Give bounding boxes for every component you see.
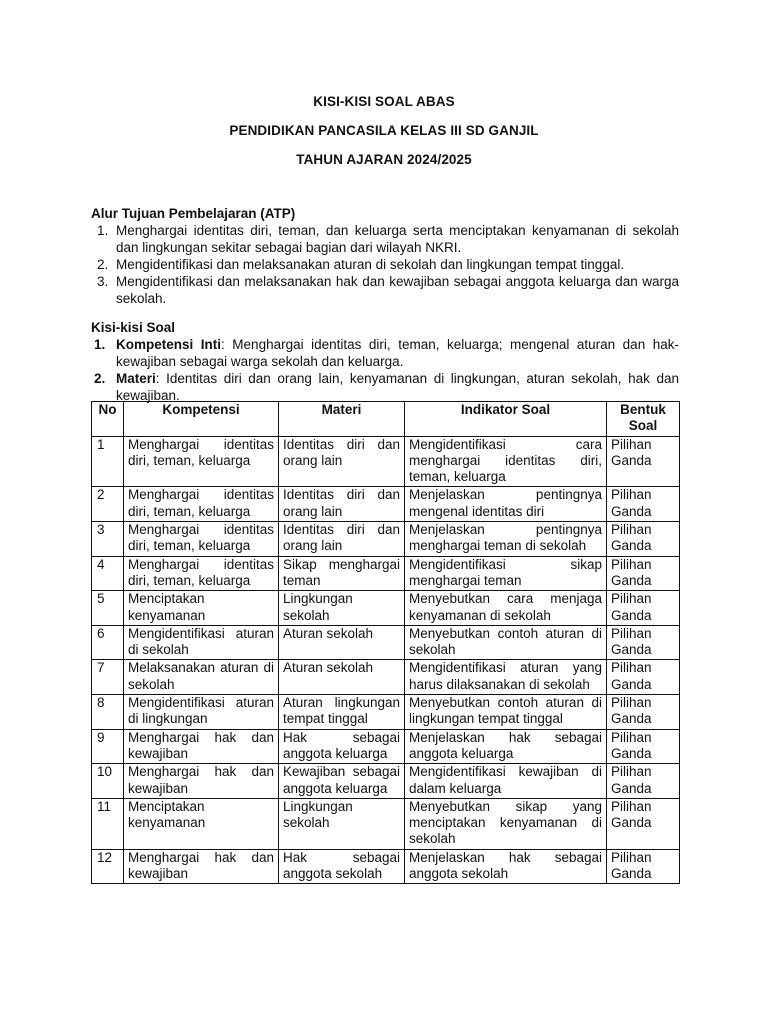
cell-indikator: Menjelaskan hak sebagai anggota keluarga: [405, 729, 607, 764]
cell-materi: Lingkungan sekolah: [279, 798, 405, 849]
cell-kompetensi: Mengidentifikasi aturan di lingkungan: [124, 695, 279, 730]
cell-no: 12: [92, 849, 124, 884]
table-header-row: [92, 402, 680, 437]
table-row: [92, 436, 680, 487]
cell-indikator: Mengidentifikasi cara menghargai identitas diri, teman, keluarga: [405, 436, 607, 487]
cell-materi: Aturan lingkungan tempat tinggal: [279, 695, 405, 730]
cell-kompetensi: Menciptakan kenyamanan: [124, 591, 279, 626]
cell-kompetensi: Menghargai identitas diri, teman, keluarga: [124, 556, 279, 591]
cell-indikator: Menyebutkan contoh aturan di lingkungan tempat tinggal: [405, 695, 607, 730]
cell-kompetensi: Menghargai hak dan kewajiban: [124, 764, 279, 799]
cell-no: 6: [92, 625, 124, 660]
cell-materi: Identitas diri dan orang lain: [279, 522, 405, 557]
header-indikator: Indikator Soal: [405, 402, 607, 437]
kisi-item-text: : Menghargai identitas diri, teman, keluarga; mengenal aturan dan hak-kewajiban sebagai warga sekolah dan keluarga.: [116, 337, 679, 369]
cell-materi: Kewajiban sebagai anggota keluarga: [279, 764, 405, 799]
cell-materi: Hak sebagai anggota sekolah: [279, 849, 405, 884]
cell-materi: Sikap menghargai teman: [279, 556, 405, 591]
cell-no: 10: [92, 764, 124, 799]
atp-item: [91, 256, 679, 273]
cell-no: 1: [92, 436, 124, 487]
cell-bentuk: Pilihan Ganda: [607, 591, 680, 626]
table-row: [92, 556, 680, 591]
cell-bentuk: Pilihan Ganda: [607, 625, 680, 660]
kisi-item: [91, 336, 679, 370]
atp-item-number: 1.: [97, 223, 109, 238]
cell-indikator: Menjelaskan pentingnya mengenal identitas diri: [405, 487, 607, 522]
kisi-heading-text: Kisi-kisi Soal: [91, 320, 176, 335]
atp-item-number: 3.: [97, 274, 109, 289]
header-bentuk: Bentuk Soal: [607, 402, 680, 437]
cell-indikator: Menyebutkan cara menjaga kenyamanan di sekolah: [405, 591, 607, 626]
cell-kompetensi: Menghargai hak dan kewajiban: [124, 849, 279, 884]
cell-indikator: Menyebutkan sikap yang menciptakan kenyamanan di sekolah: [405, 798, 607, 849]
cell-indikator: Mengidentifikasi kewajiban di dalam keluarga: [405, 764, 607, 799]
kisi-item-lead: Kompetensi Inti: [116, 337, 222, 352]
cell-kompetensi: Menghargai identitas diri, teman, keluarga: [124, 487, 279, 522]
table-row: [92, 764, 680, 799]
table-row: [92, 660, 680, 695]
cell-kompetensi: Menghargai identitas diri, teman, keluarga: [124, 522, 279, 557]
cell-no: 3: [92, 522, 124, 557]
atp-list: [91, 222, 679, 307]
header-no: No: [92, 402, 124, 437]
table-row: [92, 695, 680, 730]
cell-materi: Lingkungan sekolah: [279, 591, 405, 626]
table-row: [92, 487, 680, 522]
cell-bentuk: Pilihan Ganda: [607, 798, 680, 849]
kisi-item: [91, 370, 679, 404]
kisi-item-number: 2.: [94, 371, 106, 386]
cell-indikator: Mengidentifikasi aturan yang harus dilaksanakan di sekolah: [405, 660, 607, 695]
cell-materi: Identitas diri dan orang lain: [279, 487, 405, 522]
cell-bentuk: Pilihan Ganda: [607, 487, 680, 522]
cell-bentuk: Pilihan Ganda: [607, 764, 680, 799]
cell-bentuk: Pilihan Ganda: [607, 849, 680, 884]
kisi-item-text: : Identitas diri dan orang lain, kenyamanan di lingkungan, aturan sekolah, hak dan kewajiban.: [116, 371, 679, 403]
cell-bentuk: Pilihan Ganda: [607, 556, 680, 591]
table-row: [92, 849, 680, 884]
cell-bentuk: Pilihan Ganda: [607, 695, 680, 730]
cell-kompetensi: Menghargai identitas diri, teman, keluarga: [124, 436, 279, 487]
cell-no: 11: [92, 798, 124, 849]
cell-materi: Identitas diri dan orang lain: [279, 436, 405, 487]
cell-no: 2: [92, 487, 124, 522]
table-row: [92, 591, 680, 626]
kisi-heading: [91, 320, 175, 335]
document-title: KISI-KISI SOAL ABAS: [313, 94, 455, 109]
atp-item-text: Menghargai identitas diri, teman, dan keluarga serta menciptakan kenyamanan di sekolah dan lingkungan sekitar sebagai bagian dari wilayah NKRI.: [116, 223, 679, 255]
cell-indikator: Mengidentifikasi sikap menghargai teman: [405, 556, 607, 591]
cell-bentuk: Pilihan Ganda: [607, 729, 680, 764]
cell-indikator: Menjelaskan hak sebagai anggota sekolah: [405, 849, 607, 884]
cell-kompetensi: Menghargai hak dan kewajiban: [124, 729, 279, 764]
cell-materi: Aturan sekolah: [279, 660, 405, 695]
kisi-table: [91, 401, 680, 884]
atp-item-number: 2.: [97, 257, 109, 272]
cell-kompetensi: Mengidentifikasi aturan di sekolah: [124, 625, 279, 660]
atp-item-text: Mengidentifikasi dan melaksanakan hak dan kewajiban sebagai anggota keluarga dan warga sekolah.: [116, 274, 679, 306]
atp-item: [91, 222, 679, 256]
cell-indikator: Menyebutkan contoh aturan di sekolah: [405, 625, 607, 660]
cell-no: 4: [92, 556, 124, 591]
cell-materi: Aturan sekolah: [279, 625, 405, 660]
cell-materi: Hak sebagai anggota keluarga: [279, 729, 405, 764]
atp-heading: Alur Tujuan Pembelajaran (ATP): [91, 206, 296, 221]
academic-year: TAHUN AJARAN 2024/2025: [296, 152, 472, 167]
cell-kompetensi: Menciptakan kenyamanan: [124, 798, 279, 849]
table-row: [92, 625, 680, 660]
table-row: [92, 522, 680, 557]
kisi-item-number: 1.: [94, 337, 106, 352]
document-subtitle: PENDIDIKAN PANCASILA KELAS III SD GANJIL: [229, 123, 539, 138]
cell-bentuk: Pilihan Ganda: [607, 522, 680, 557]
cell-bentuk: Pilihan Ganda: [607, 660, 680, 695]
cell-no: 9: [92, 729, 124, 764]
cell-indikator: Menjelaskan pentingnya menghargai teman di sekolah: [405, 522, 607, 557]
cell-no: 8: [92, 695, 124, 730]
cell-no: 7: [92, 660, 124, 695]
table-row: [92, 798, 680, 849]
atp-item-text: Mengidentifikasi dan melaksanakan aturan di sekolah dan lingkungan tempat tinggal.: [116, 257, 625, 272]
table-row: [92, 729, 680, 764]
cell-kompetensi: Melaksanakan aturan di sekolah: [124, 660, 279, 695]
table-body: [92, 436, 680, 884]
cell-no: 5: [92, 591, 124, 626]
header-materi: Materi: [279, 402, 405, 437]
atp-item: [91, 273, 679, 307]
kisi-item-lead: Materi: [116, 371, 156, 386]
cell-bentuk: Pilihan Ganda: [607, 436, 680, 487]
kisi-list: [91, 336, 679, 404]
header-kompetensi: Kompetensi: [124, 402, 279, 437]
